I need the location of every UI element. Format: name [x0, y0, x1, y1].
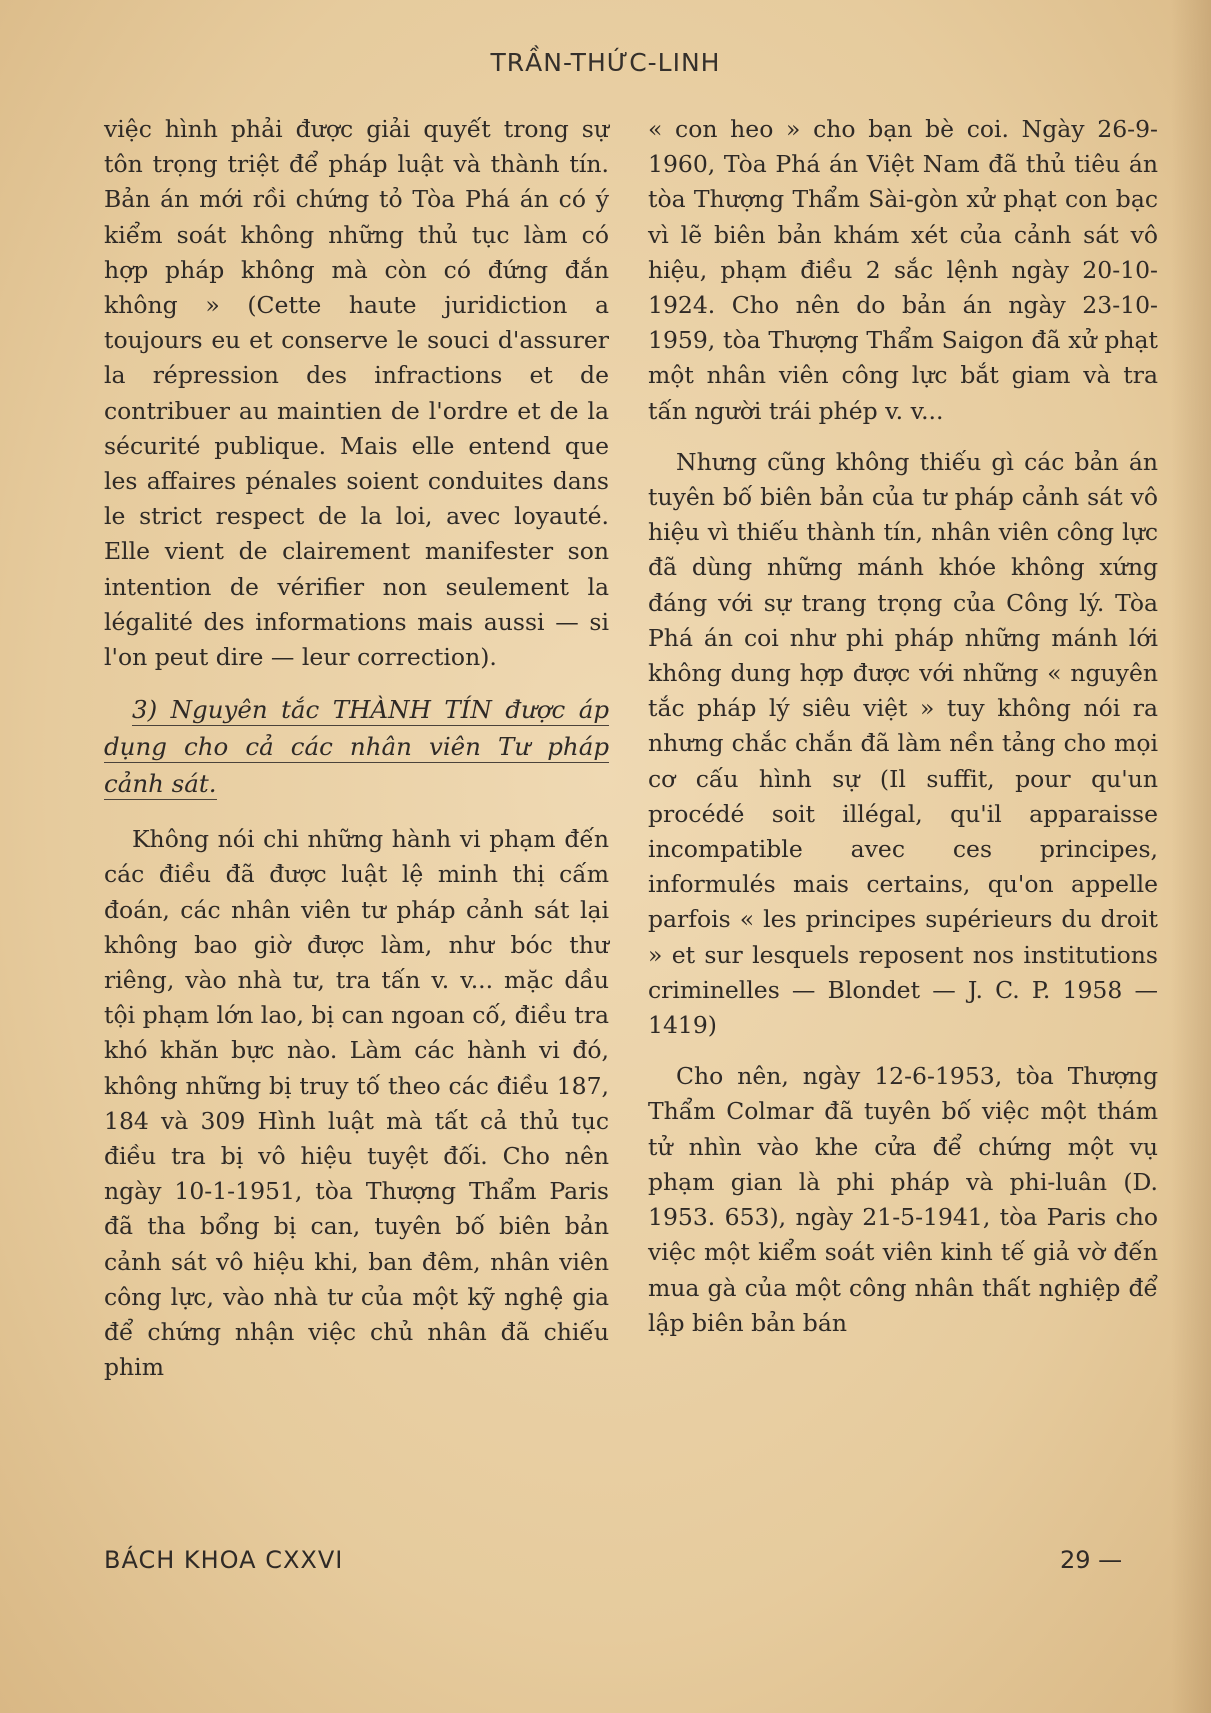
right-paragraph-2: Nhưng cũng không thiếu gì các bản án tuyên bố biên bản của tư pháp cảnh sát vô hiệu vì thiếu thành tín, nhân viên công lực đã dùng những mánh khóe không xứng đáng với sự trang trọng của Công lý. Tòa Phá án coi như phi pháp những mánh lới không dung hợp được với những « nguyên tắc pháp lý siêu việt » tuy không nói ra nhưng chắc chắn đã làm nền tảng cho mọi cơ cấu hình sự (Il suffit, pour qu'un procédé soit illégal, qu'il apparaisse incompatible avec ces principes, informulés mais certains, qu'on appelle parfois « les principes supérieurs du droit » et sur lesquels reposent nos institutions criminelles — Blondet — J. C. P. 1958 — 1419) — [648, 447, 1158, 1040]
right-column — [648, 112, 1158, 1357]
left-paragraph-1: việc hình phải được giải quyết trong sự tôn trọng triệt để pháp luật và thành tín. Bản án mới rồi chứng tỏ Tòa Phá án có ý kiểm soát không những thủ tục làm có hợp pháp không mà còn có đứng đắn không » (Cette haute juridiction a toujours eu et conserve le souci d'assurer la répression des infractions et de contribuer au maintien de l'ordre et de la sécurité publique. Mais elle entend que les affaires pénales soient conduites dans le strict respect de la loi, avec loyauté. Elle vient de clairement manifester son intention de vérifier non seulement la légalité des informations mais aussi — si l'on peut dire — leur correction). — [104, 115, 609, 672]
left-column — [104, 112, 609, 1402]
section-subheading — [104, 691, 609, 802]
footer-publication: BÁCH KHOA CXXVI — [104, 1546, 344, 1574]
footer-page-number: 29 — — [1060, 1546, 1123, 1574]
section-subheading-text: 3) Nguyên tắc THÀNH TÍN được áp dụng cho cả các nhân viên Tư pháp cảnh sát. — [104, 695, 609, 799]
running-header-author: TRẦN-THỨC-LINH — [490, 48, 721, 77]
left-paragraph-2: Không nói chi những hành vi phạm đến các điều đã được luật lệ minh thị cấm đoán, các nhân viên tư pháp cảnh sát lại không bao giờ được làm, như bóc thư riêng, vào nhà tư, tra tấn v. v... mặc dầu tội phạm lớn lao, bị can ngoan cố, điều tra khó khăn bực nào. Làm các hành vi đó, không những bị truy tố theo các điều 187, 184 và 309 Hình luật mà tất cả thủ tục điều tra bị vô hiệu tuyệt đối. Cho nên ngày 10-1-1951, tòa Thượng Thẩm Paris đã tha bổng bị can, tuyên bố biên bản cảnh sát vô hiệu khi, ban đêm, nhân viên công lực, vào nhà tư của một kỹ nghệ gia để chứng nhận việc chủ nhân đã chiếu phim — [104, 825, 609, 1382]
page-edge-shadow — [1171, 0, 1211, 1713]
right-paragraph-3: Cho nên, ngày 12-6-1953, tòa Thượng Thẩm Colmar đã tuyên bố việc một thám tử nhìn vào khe cửa để chứng một vụ phạm gian là phi pháp và phi-luân (D. 1953. 653), ngày 21-5-1941, tòa Paris cho việc một kiểm soát viên kinh tế giả vờ đến mua gà của một công nhân thất nghiệp để lập biên bản bán — [648, 1062, 1158, 1337]
right-paragraph-1: « con heo » cho bạn bè coi. Ngày 26-9-1960, Tòa Phá án Việt Nam đã thủ tiêu án tòa Thượng Thẩm Sài-gòn xử phạt con bạc vì lẽ biên bản khám xét của cảnh sát vô hiệu, phạm điều 2 sắc lệnh ngày 20-10-1924. Cho nên do bản án ngày 23-10-1959, tòa Thượng Thẩm Saigon đã xử phạt một nhân viên công lực bắt giam và tra tấn người trái phép v. v... — [648, 115, 1158, 425]
